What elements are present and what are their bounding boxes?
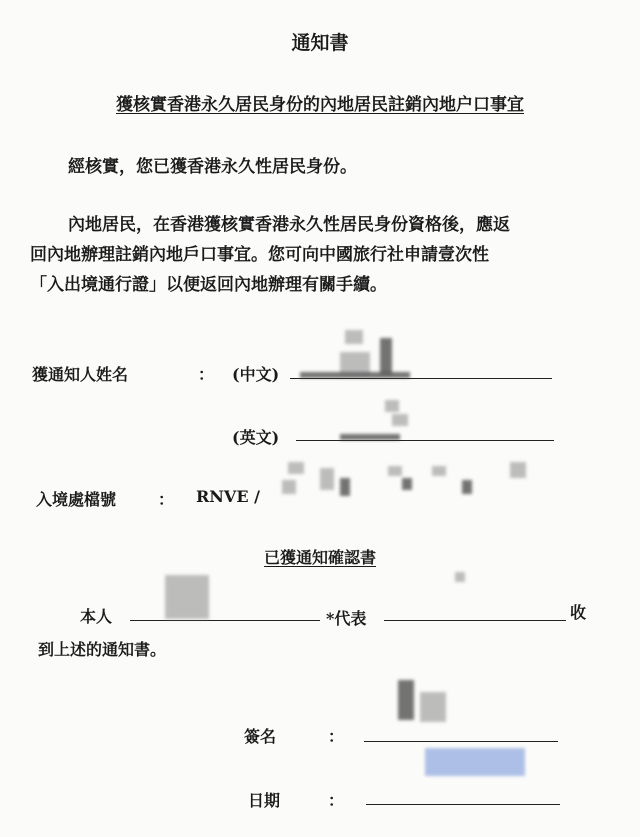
english-name-label: (英文): [232, 428, 280, 447]
paragraph-instructions-line1: 內地居民，在香港獲核實香港永久性居民身份資格後，應返: [68, 215, 510, 235]
redacted-date: [425, 748, 525, 776]
redacted-file-number-5: [388, 466, 402, 476]
redacted-chinese-name: [345, 330, 363, 344]
signature-line: [364, 741, 558, 742]
redacted-file-number-6: [402, 478, 412, 490]
date-colon: ：: [328, 791, 345, 810]
redacted-chinese-name-mark: [380, 338, 392, 374]
redacted-file-number-2: [282, 480, 296, 494]
document-title: 通知書: [291, 32, 349, 54]
document-subtitle: 獲核實香港永久居民身份的內地居民註銷內地户口事宜: [116, 95, 524, 115]
redacted-chinese-name-mark3: [300, 372, 410, 378]
recipient-name-label: 獲通知人姓名: [32, 365, 129, 384]
english-name-line: [296, 440, 554, 441]
redacted-english-name-mark2: [340, 434, 400, 440]
redacted-english-name: [385, 400, 399, 412]
date-label: 日期: [248, 791, 281, 810]
redacted-file-number-9: [510, 462, 526, 478]
signature-mark-2: [420, 692, 446, 722]
redacted-self-name: [165, 575, 209, 619]
file-number-prefix: RNVE /: [196, 487, 260, 506]
chinese-name-line: [290, 378, 552, 379]
chinese-name-label: (中文): [232, 365, 280, 384]
redacted-file-number-3: [320, 468, 334, 490]
redacted-on-behalf: [455, 572, 465, 582]
self-label: 本人: [80, 607, 113, 626]
paragraph-instructions-line2: 回內地辦理註銷內地戶口事宜。您可向中國旅行社申請壹次性: [30, 245, 489, 265]
file-number-colon: ：: [158, 490, 175, 509]
paragraph-verified: 經核實，您已獲香港永久性居民身份。: [68, 157, 357, 177]
redacted-chinese-name-mark2: [340, 352, 370, 374]
date-line: [366, 804, 560, 805]
signature-mark: [398, 680, 414, 720]
on-behalf-line: [384, 620, 566, 621]
self-name-line: [130, 620, 320, 621]
redacted-file-number-4: [340, 478, 350, 496]
name-colon: ：: [198, 365, 215, 384]
paragraph-instructions-line3: 「入出境通行證」以便返回內地辦理有關手續。: [30, 275, 387, 295]
receipt-statement: 到上述的通知書。: [38, 640, 167, 659]
file-number-label: 入境處檔號: [36, 490, 117, 509]
signature-colon: ：: [328, 727, 345, 746]
redacted-file-number-7: [432, 466, 446, 476]
on-behalf-label: *代表: [326, 609, 367, 628]
signature-label: 簽名: [244, 727, 277, 746]
redacted-english-name-mark: [392, 414, 408, 426]
redacted-file-number-1: [288, 462, 304, 474]
confirmation-title: 已獲通知確認書: [263, 548, 376, 567]
redacted-file-number-8: [462, 480, 472, 494]
receive-label: 收: [570, 603, 587, 622]
